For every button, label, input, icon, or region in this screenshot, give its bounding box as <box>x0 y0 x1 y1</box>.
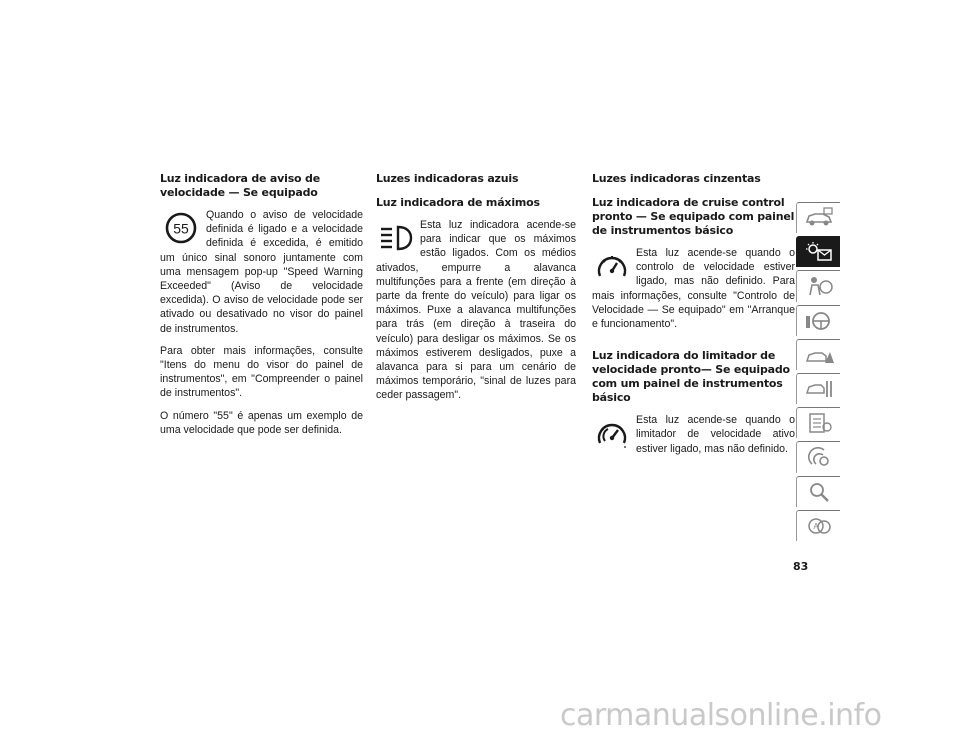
cruise-ready-heading: Luz indicadora de cruise control pronto — Se equipado com painel de instrumentos básico <box>592 196 795 237</box>
speed-warning-block <box>160 208 363 344</box>
chapter-tabs <box>796 202 842 544</box>
emergency-warning-icon <box>804 344 834 366</box>
steering-wheel-icon <box>804 310 834 332</box>
speed-limiter-heading: Luz indicadora do limitador de velocidade pronto— Se equipado com um painel de instrumentos básico <box>592 349 790 405</box>
language-index-icon <box>804 515 834 537</box>
tab-service[interactable] <box>796 373 840 404</box>
cruise-ready-section <box>592 196 795 339</box>
cruise-control-icon <box>592 246 632 286</box>
speed-warning-heading: Luz indicadora de aviso de velocidade — Se equipado <box>160 172 320 199</box>
multimedia-icon <box>804 446 834 468</box>
tab-dashboard-lights[interactable] <box>796 236 840 267</box>
speed-warning-example-note: O número "55" é apenas um exemplo de uma velocidade que pode ser definida. <box>160 409 363 436</box>
speed-limit-55-icon <box>160 208 202 248</box>
high-beam-icon <box>376 218 416 258</box>
tab-steering[interactable] <box>796 305 840 336</box>
tab-index[interactable] <box>796 476 840 507</box>
tab-safety[interactable] <box>796 270 840 301</box>
speed-limit-value: 55 <box>173 220 189 237</box>
cruise-ready-description: Esta luz acende-se quando o controlo de velocidade estiver ligado, mas não definido. Para mais informações, consulte "Controlo de Velocidade — Se equipado" em "Arranque e funcionamento". <box>592 247 795 331</box>
column-blue-indicators <box>376 172 576 411</box>
car-info-icon <box>804 207 834 229</box>
column-grey-indicators <box>592 172 795 474</box>
high-beam-description: Esta luz indicadora acende-se para indicar que os máximos estão ligados. Com os médios ativados, empurre a alavanca multifunções para a frente (em direção à parte da frente do veículo) para ligar os máximos. Puxe a alavanca multifunções para trás (em direção à traseira do veículo) para desligar os máximos. Se os máximos estiverem desligados, puxe a alavanca para si para um cenário de máximos temporário, "sinal de luzes para ceder passagem". <box>376 219 576 402</box>
speed-limiter-icon <box>592 413 632 453</box>
tab-language-index[interactable] <box>796 510 840 541</box>
page-number: 83 <box>793 560 809 573</box>
cruise-ready-block <box>592 246 795 339</box>
speed-warning-description: Quando o aviso de velocidade definida é ligado e a velocidade definida é excedida, é emitido um único sinal sonoro juntamente com uma mensagem pop-up "Speed Warning Exceeded" (Aviso de velocidade excedida). O aviso de velocidade pode ser ativado ou desativado no visor do painel de instrumentos. <box>160 209 363 335</box>
column-speed-warning <box>160 172 363 445</box>
specifications-list-icon <box>804 412 834 434</box>
speed-limiter-block <box>592 413 795 464</box>
tab-multimedia[interactable] <box>796 441 840 472</box>
tab-emergency[interactable] <box>796 339 840 370</box>
watermark: carmanualsonline.info <box>560 698 882 733</box>
svg-text:A: A <box>812 521 819 531</box>
blue-indicators-section-heading: Luzes indicadoras azuis <box>376 172 519 185</box>
dashboard-lights-icon <box>804 241 834 263</box>
grey-indicators-section-heading: Luzes indicadoras cinzentas <box>592 172 761 185</box>
speed-limiter-description: Esta luz acende-se quando o limitador de velocidade ativo estiver ligado, mas não definido. <box>636 414 795 455</box>
speed-warning-more-info: Para obter mais informações, consulte "Itens do menu do visor do painel de instrumentos", em "Compreender o painel de instrumentos". <box>160 344 363 400</box>
high-beam-block <box>376 218 576 411</box>
index-search-icon <box>804 481 834 503</box>
high-beam-heading: Luz indicadora de máximos <box>376 196 540 209</box>
speed-limiter-section <box>592 349 795 464</box>
tab-car-info[interactable] <box>796 202 840 233</box>
tab-specifications[interactable] <box>796 407 840 438</box>
safety-airbag-icon <box>804 275 834 297</box>
service-tools-icon <box>804 378 834 400</box>
